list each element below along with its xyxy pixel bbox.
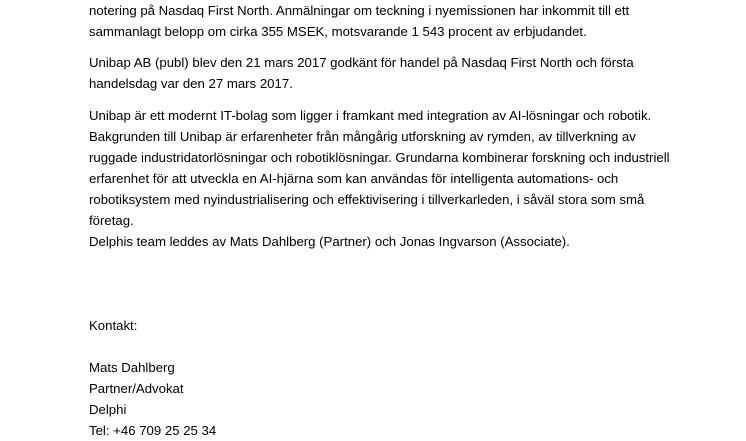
blank-line bbox=[89, 336, 689, 357]
contact-name: Mats Dahlberg bbox=[89, 360, 175, 375]
contact-phone: Tel: +46 709 25 25 34 bbox=[89, 423, 217, 438]
contact-title: Partner/Advokat bbox=[89, 381, 184, 396]
text-line: Unibap är ett modernt IT-bolag som ligger i framkant med integration av AI-lösningar och robotik. bbox=[89, 108, 652, 123]
text-line: notering på Nasdaq First North. Anmälningar om teckning i nyemissionen har inkommit till ett bbox=[89, 3, 630, 18]
paragraph-team bbox=[89, 231, 689, 252]
text-line: Unibap AB (publ) blev den 21 mars 2017 godkänt för handel på Nasdaq First North och första bbox=[89, 55, 634, 70]
text-line: robotiksystem med nyindustrialisering och effektivisering i tillverkarleden, i såväl stora som små bbox=[89, 192, 645, 207]
paragraph-listing-approval bbox=[89, 52, 689, 94]
text-line: Bakgrunden till Unibap är erfarenheter från mångårig utforskning av rymden, av tillverkning av bbox=[89, 129, 636, 144]
text-line: sammanlagt belopp om cirka 355 MSEK, motsvarande 1 543 procent av erbjudandet. bbox=[89, 24, 587, 39]
text-line: ruggade industridatorlösningar och robotiklösningar. Grundarna kombinerar forskning och industriell bbox=[89, 150, 670, 165]
contact-company: Delphi bbox=[89, 402, 127, 417]
paragraph-listing-subscription bbox=[89, 0, 689, 42]
text-line: erfarenhet för att utveckla en AI-hjärna som kan användas för intelligenta automations- och bbox=[89, 171, 619, 186]
text-line: företag. bbox=[89, 213, 134, 228]
contact-block bbox=[89, 315, 689, 441]
text-line: Delphis team leddes av Mats Dahlberg (Partner) och Jonas Ingvarson (Associate). bbox=[89, 234, 570, 249]
paragraph-company-description bbox=[89, 105, 689, 231]
text-line: handelsdag var den 27 mars 2017. bbox=[89, 76, 293, 91]
contact-heading: Kontakt: bbox=[89, 318, 138, 333]
